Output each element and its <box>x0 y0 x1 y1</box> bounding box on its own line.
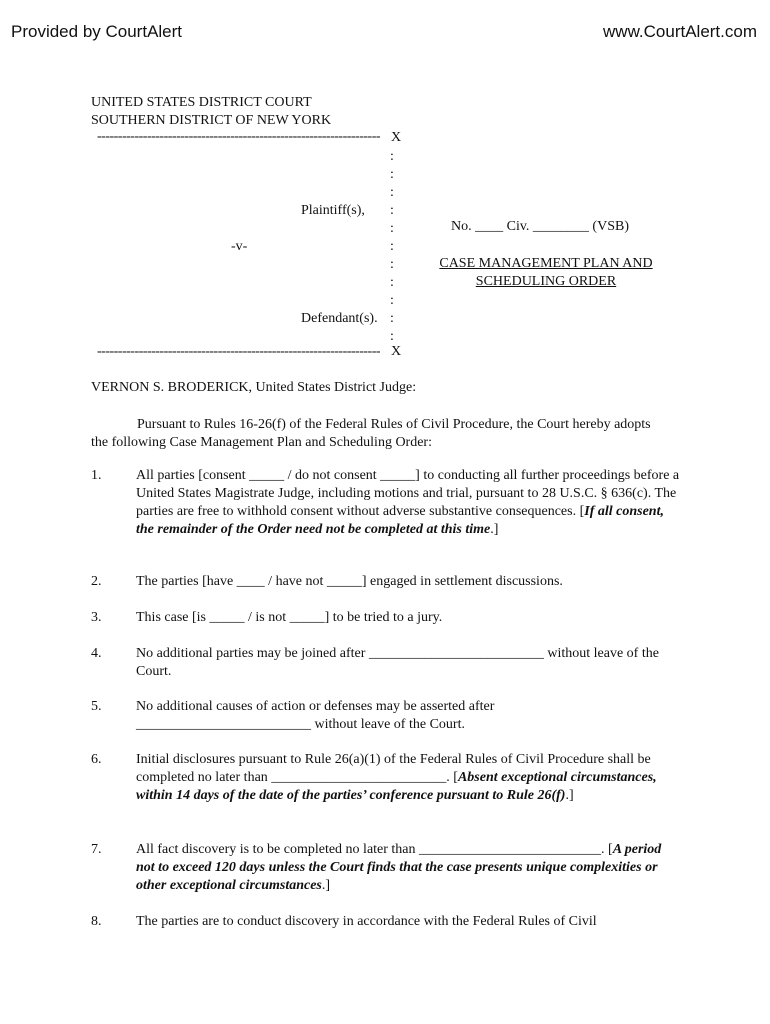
item-text: No additional parties may be joined after _________________________ without leave of the Court. <box>136 646 659 679</box>
item-number: 1. <box>91 468 102 483</box>
item-text: No additional causes of action or defenses may be asserted after _________________________ without leave of the Court. <box>136 699 495 732</box>
court-heading <box>91 94 331 130</box>
item-number: 7. <box>91 842 102 857</box>
item-emphasis: Absent exceptional circumstances, within 14 days of the date of the parties’ conference pursuant to Rule 26(f) <box>136 770 657 803</box>
item-text: The parties are to conduct discovery in accordance with the Federal Rules of Civil <box>136 914 597 929</box>
caption-colon: : <box>390 311 394 326</box>
item-body: Initial disclosures pursuant to Rule 26(a)(1) of the Federal Rules of Civil Procedure shall be completed no later than _________________________. [ <box>136 752 651 785</box>
case-number: No. ____ Civ. ________ (VSB) <box>451 219 629 234</box>
caption-rule-bottom-end: X <box>391 344 402 359</box>
intro-paragraph <box>91 416 661 452</box>
item-text <box>136 841 681 895</box>
item-text <box>136 751 681 805</box>
caption-colon: : <box>390 221 394 236</box>
defendant-label: Defendant(s). <box>301 311 378 326</box>
item-body: All parties [consent _____ / do not consent _____] to conducting all further proceedings before a United States Magistrate Judge, including motions and trial, pursuant to 28 U.S.C. § 636(c). The parties are free to withhold consent without adverse substantive consequences. [ <box>136 468 680 519</box>
caption-colon: : <box>390 275 394 290</box>
versus-label: -v- <box>231 239 248 254</box>
caption-rule-top: -------------------------------------------------------------------- <box>97 129 381 144</box>
item-number: 2. <box>91 574 102 589</box>
intro-text: Pursuant to Rules 16-26(f) of the Federal Rules of Civil Procedure, the Court hereby adopts the following Case Management Plan and Scheduling Order: <box>91 417 651 450</box>
document-subtitle: SCHEDULING ORDER <box>475 274 617 289</box>
caption-colon: : <box>390 257 394 272</box>
plaintiff-label: Plaintiff(s), <box>301 203 365 218</box>
provider-url: www.CourtAlert.com <box>603 22 757 41</box>
item-tail: .] <box>490 522 499 537</box>
caption-colon: : <box>390 185 394 200</box>
item-body: All fact discovery is to be completed no later than __________________________. [ <box>136 842 613 857</box>
item-number: 4. <box>91 646 102 661</box>
caption-colon: : <box>390 329 394 344</box>
judge-line: VERNON S. BRODERICK, United States District Judge: <box>91 380 417 395</box>
provider-label: Provided by CourtAlert <box>11 22 183 41</box>
item-emphasis: A period not to exceed 120 days unless the Court finds that the case presents unique complexities or other exceptional circumstances <box>136 842 662 893</box>
caption-colon: : <box>390 149 394 164</box>
court-district: SOUTHERN DISTRICT OF NEW YORK <box>91 113 332 128</box>
item-text: The parties [have ____ / have not _____] engaged in settlement discussions. <box>136 574 563 589</box>
item-number: 6. <box>91 752 102 767</box>
item-text: This case [is _____ / is not _____] to be tried to a jury. <box>136 610 443 625</box>
item-text <box>136 467 681 539</box>
item-tail: .] <box>321 878 331 893</box>
item-tail: .] <box>565 788 574 803</box>
item-number: 3. <box>91 610 102 625</box>
caption-rule-bottom: -------------------------------------------------------------------- <box>97 344 381 359</box>
document-title: CASE MANAGEMENT PLAN AND <box>439 256 653 271</box>
caption-colon: : <box>390 293 394 308</box>
item-emphasis: If all consent, the remainder of the Order need not be completed at this time <box>136 504 664 537</box>
caption-colon: : <box>390 239 394 254</box>
item-number: 5. <box>91 699 102 714</box>
caption-colon: : <box>390 203 394 218</box>
item-number: 8. <box>91 914 102 929</box>
court-name: UNITED STATES DISTRICT COURT <box>91 95 312 110</box>
caption-rule-top-end: X <box>391 130 402 145</box>
caption-colon: : <box>390 167 394 182</box>
